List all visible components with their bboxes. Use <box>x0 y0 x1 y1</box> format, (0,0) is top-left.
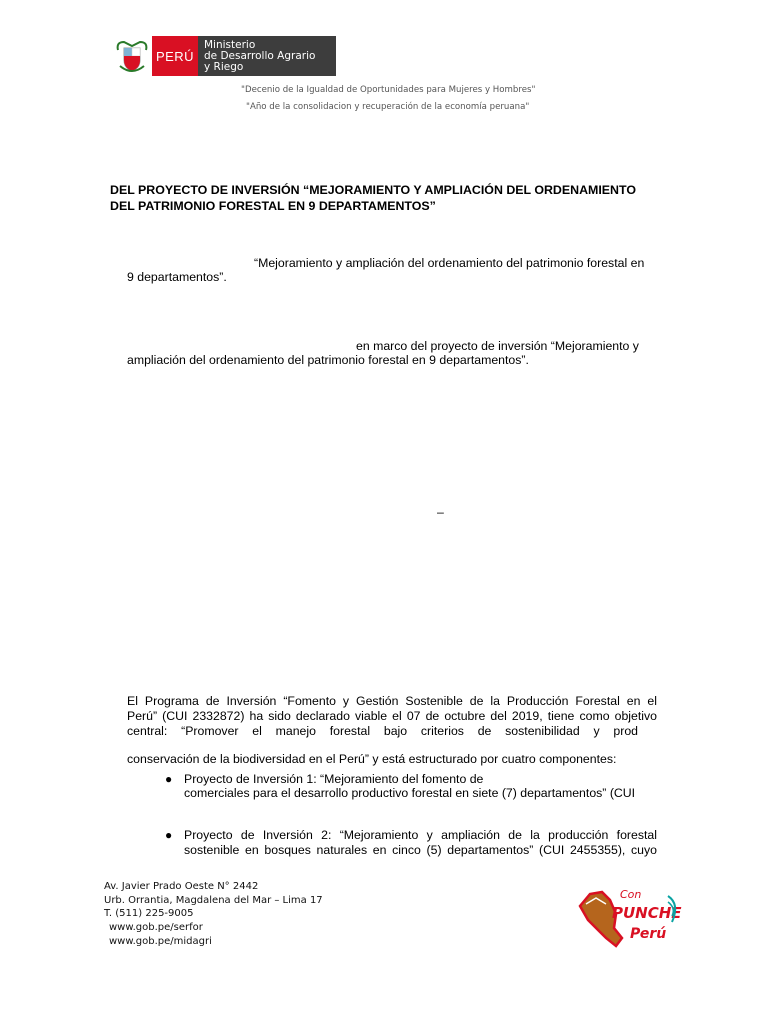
slogan-year: "Año de la consolidacion y recuperación de la economía peruana" <box>246 102 530 112</box>
footer-address-line: Urb. Orrantia, Magdalena del Mar – Lima 17 <box>104 895 323 906</box>
slogan-decade: "Decenio de la Igualdad de Oportunidades para Mujeres y Hombres" <box>241 85 536 95</box>
ministry-line: Ministerio <box>204 39 256 51</box>
dash-mark: – <box>437 505 444 519</box>
bullet-icon: ● <box>165 828 173 842</box>
ministry-line: y Riego <box>204 61 244 73</box>
paragraph-line: ampliación del ordenamiento del patrimonio forestal en 9 departamentos”. <box>127 353 529 367</box>
logo-text-peru: Perú <box>630 926 667 942</box>
footer-link-midagri[interactable]: www.gob.pe/midagri <box>109 936 212 947</box>
list-item-line: Proyecto de Inversión 1: “Mejoramiento del fomento de <box>184 772 484 786</box>
paragraph-line: en marco del proyecto de inversión “Mejoramiento y <box>356 339 639 353</box>
document-title-line: DEL PROYECTO DE INVERSIÓN “MEJORAMIENTO Y AMPLIACIÓN DEL ORDENAMIENTO <box>110 183 636 197</box>
paragraph-line: “Mejoramiento y ampliación del ordenamiento del patrimonio forestal en <box>254 256 645 270</box>
paragraph-line: 9 departamentos”. <box>127 270 227 284</box>
footer-phone: T. (511) 225-9005 <box>104 908 194 919</box>
paragraph-line: conservación de la biodiversidad en el Perú” y está estructurado por cuatro componentes: <box>127 752 617 766</box>
con-punche-peru-logo <box>572 880 684 958</box>
ministry-name <box>198 36 336 76</box>
logo-text-punche: PUNCHE <box>612 904 682 922</box>
paragraph-line: Perú” (CUI 2332872) ha sido declarado viable el 07 de octubre del 2019, tiene como objetivo <box>127 709 657 723</box>
logo-text-con: Con <box>620 888 642 901</box>
footer-link-serfor[interactable]: www.gob.pe/serfor <box>109 922 203 933</box>
list-item-line: comerciales para el desarrollo productivo forestal en siete (7) departamentos” (CUI <box>184 786 636 800</box>
peru-label: PERÚ <box>152 36 198 76</box>
paragraph-line: El Programa de Inversión “Fomento y Gestión Sostenible de la Producción Forestal en el <box>127 694 657 708</box>
peru-coat-of-arms-icon <box>112 36 152 76</box>
list-item-line: sostenible en bosques naturales en cinco (5) departamentos” (CUI 2455355), cuyo <box>184 843 657 857</box>
ministry-line: de Desarrollo Agrario <box>204 50 316 62</box>
ministry-logo <box>112 36 336 76</box>
paragraph-line: central: “Promover el manejo forestal bajo criterios de sostenibilidad y prod <box>127 724 638 738</box>
document-title-line: DEL PATRIMONIO FORESTAL EN 9 DEPARTAMENTOS” <box>110 199 436 213</box>
footer-address-line: Av. Javier Prado Oeste N° 2442 <box>104 881 259 892</box>
list-item-line: Proyecto de Inversión 2: “Mejoramiento y ampliación de la producción forestal <box>184 828 657 842</box>
bullet-icon: ● <box>165 772 173 786</box>
